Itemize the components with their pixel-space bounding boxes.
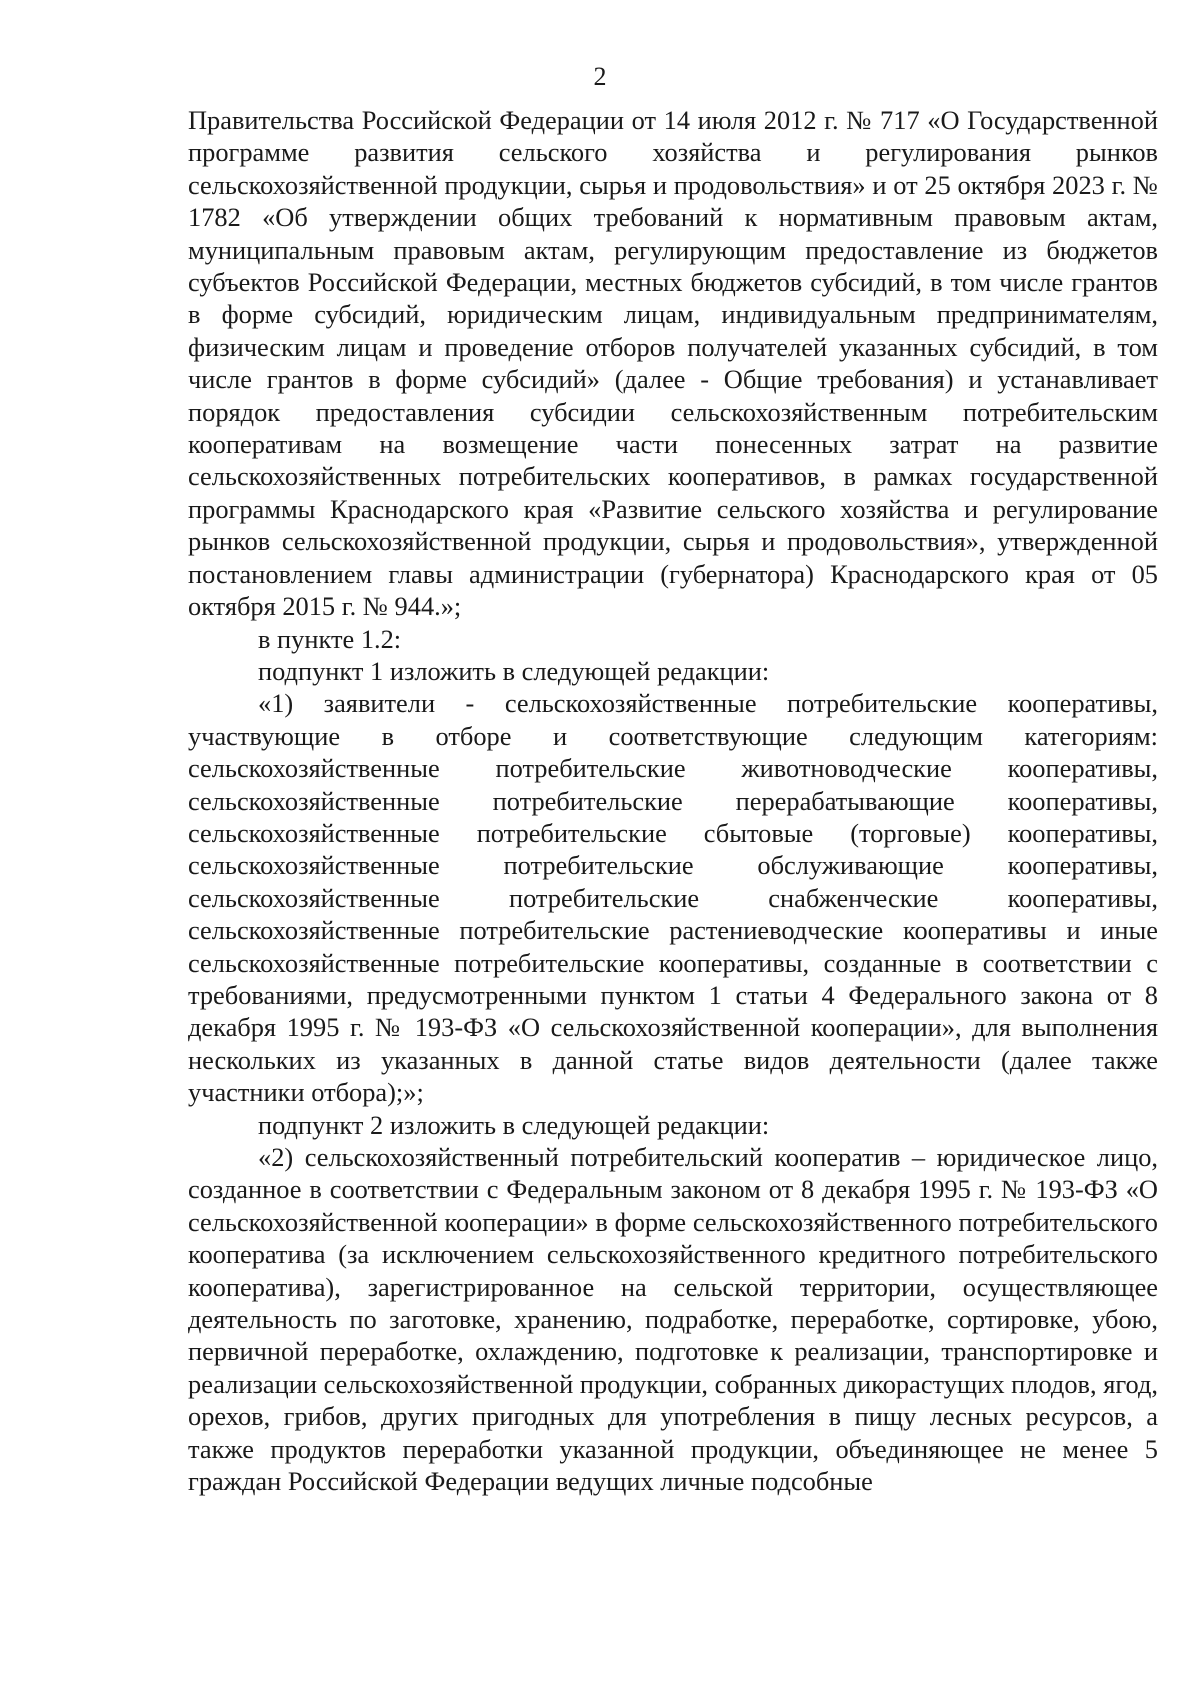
document-body xyxy=(188,104,1158,1497)
paragraph-subclause-2-intro: подпункт 2 изложить в следующей редакции: xyxy=(258,1109,770,1140)
page-number: 2 xyxy=(593,62,607,91)
paragraph-subclause-1-intro: подпункт 1 изложить в следующей редакции: xyxy=(258,655,770,686)
paragraph-subclause-2-text: «2) сельскохозяйственный потребительский кооператив – юридическое лицо, созданное в соответствии с Федеральным законом от 8 декабря 1995 г. № 193-ФЗ «О сельскохозяйственной кооперации» в форме сельскохозяйственного потребительского кооператива (за исключением сельскохозяйственного кредитного потребительского кооператива), зарегистрированное на сельской территории, осуществляющее деятельность по заготовке, хранению, подработке, переработке, сортировке, убою, первичной переработке, охлаждению, подготовке к реализации, транспортировке и реализации сельскохозяйственной продукции, собранных дикорастущих плодов, ягод, орехов, грибов, других пригодных для употребления в пищу лесных ресурсов, а также продуктов переработки указанной продукции, объединяющее не менее 5 граждан Российской Федерации ведущих личные подсобные xyxy=(188,1142,1158,1497)
paragraph-subclause-1-text: «1) заявители - сельскохозяйственные потребительские кооперативы, участвующие в отборе и соответствующие следующим категориям: сельскохозяйственные потребительские животноводческие кооперативы, сельскохозяйственные потребительские перерабатывающие кооперативы, сельскохозяйственные потребительские сбытовые (торговые) кооперативы, сельскохозяйственные потребительские обслуживающие кооперативы, сельскохозяйственные потребительские снабженческие кооперативы, сельскохозяйственные потребительские растениеводческие кооперативы и иные сельскохозяйственные потребительские кооперативы, созданные в соответствии с требованиями, предусмотренными пунктом 1 статьи 4 Федерального закона от 8 декабря 1995 г. № 193-ФЗ «О сельскохозяйственной кооперации», для выполнения нескольких из указанных в данной статье видов деятельности (далее также участники отбора);»; xyxy=(188,688,1158,1108)
paragraph-clause-1-2: в пункте 1.2: xyxy=(258,623,402,654)
paragraph-continuation: Правительства Российской Федерации от 14 июля 2012 г. № 717 «О Государственной программе развития сельского хозяйства и регулирования рынков сельскохозяйственной продукции, сырья и продовольствия» и от 25 октября 2023 г. № 1782 «Об утверждении общих требований к нормативным правовым актам, муниципальным правовым актам, регулирующим предоставление из бюджетов субъектов Российской Федерации, местных бюджетов субсидий, в том числе грантов в форме субсидий, юридическим лицам, индивидуальным предпринимателям, физическим лицам и проведение отборов получателей указанных субсидий, в том числе грантов в форме субсидий» (далее - Общие требования) и устанавливает порядок предоставления субсидии сельскохозяйственным потребительским кооперативам на возмещение части понесенных затрат на развитие сельскохозяйственных потребительских кооперативов, в рамках государственной программы Краснодарского края «Развитие сельского хозяйства и регулирование рынков сельскохозяйственной продукции, сырья и продовольствия», утвержденной постановлением главы администрации (губернатора) Краснодарского края от 05 октября 2015 г. № 944.»; xyxy=(188,105,1158,622)
